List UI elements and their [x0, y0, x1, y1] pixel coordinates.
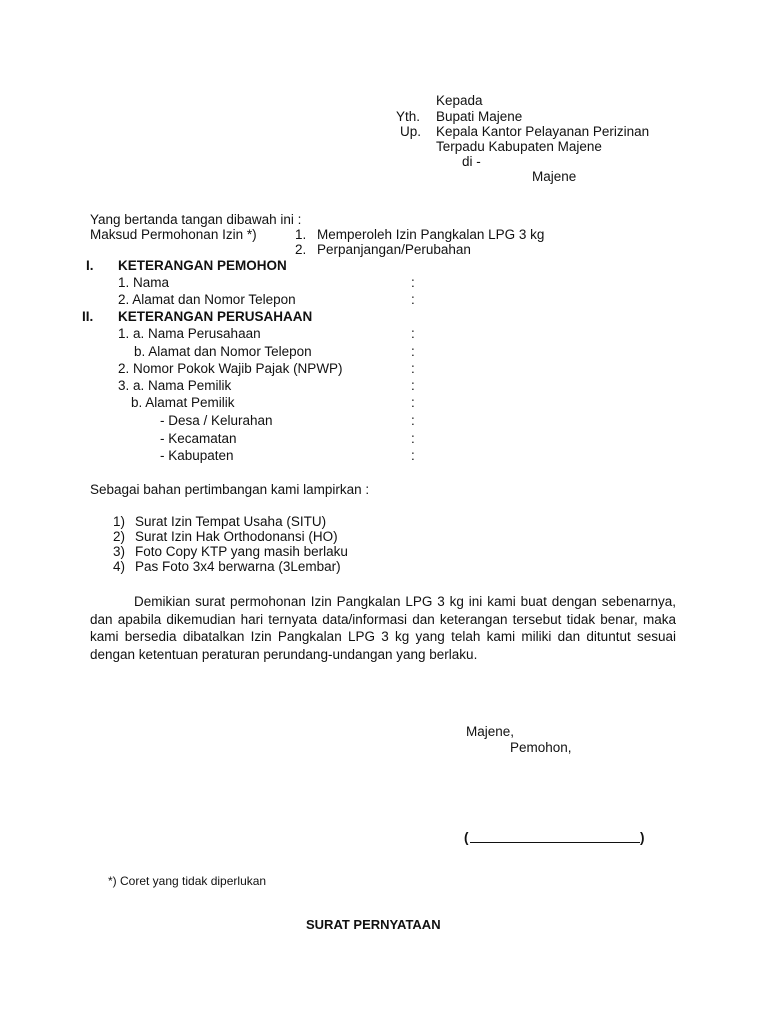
field-colon: : [411, 395, 415, 410]
field-colon: : [411, 431, 415, 446]
section2-field-nama-perusahaan: 1. a. Nama Perusahaan [118, 326, 261, 341]
recipient-up-label: Up. [400, 124, 422, 139]
section1-field-alamat: 2. Alamat dan Nomor Telepon [118, 292, 296, 307]
field-colon: : [411, 344, 415, 359]
recipient-yth-value: Bupati Majene [436, 109, 523, 124]
purpose-option-1-num: 1. [295, 227, 307, 242]
field-colon: : [411, 378, 415, 393]
field-colon: : [411, 361, 415, 376]
section2-field-kecamatan: - Kecamatan [160, 431, 237, 446]
surat-pernyataan-title: SURAT PERNYATAAN [306, 917, 441, 932]
signer-line: Yang bertanda tangan dibawah ini : [90, 212, 302, 227]
attachment-1-num: 1) [113, 514, 126, 529]
field-colon: : [411, 292, 415, 307]
recipient-kepada: Kepada [436, 93, 483, 108]
attachment-3-text: Foto Copy KTP yang masih berlaku [135, 544, 348, 559]
field-colon: : [411, 326, 415, 341]
attachment-4-num: 4) [113, 559, 126, 574]
attachment-1-text: Surat Izin Tempat Usaha (SITU) [135, 514, 327, 529]
section2-field-nama-pemilik: 3. a. Nama Pemilik [118, 378, 232, 393]
purpose-option-2-text: Perpanjangan/Perubahan [317, 242, 471, 257]
section2-field-alamat-pemilik: b. Alamat Pemilik [131, 395, 235, 410]
section1-number: I. [86, 258, 94, 273]
section2-field-npwp: 2. Nomor Pokok Wajib Pajak (NPWP) [118, 361, 343, 376]
recipient-up-line2: Terpadu Kabupaten Majene [436, 139, 602, 154]
attachment-4-text: Pas Foto 3x4 berwarna (3Lembar) [135, 559, 341, 574]
signature-open-paren: ( [464, 830, 469, 845]
attachment-2-text: Surat Izin Hak Orthodonansi (HO) [135, 529, 338, 544]
field-colon: : [411, 413, 415, 428]
section1-title: KETERANGAN PEMOHON [118, 258, 287, 273]
recipient-yth-label: Yth. [396, 109, 421, 124]
recipient-place: Majene [532, 169, 577, 184]
attachment-2-num: 2) [113, 529, 126, 544]
attachment-3-num: 3) [113, 544, 126, 559]
attachments-intro: Sebagai bahan pertimbangan kami lampirkan : [90, 482, 370, 497]
field-colon: : [411, 448, 415, 463]
purpose-option-2-num: 2. [295, 242, 307, 257]
section2-field-desa: - Desa / Kelurahan [160, 413, 273, 428]
signature-line [470, 842, 640, 843]
purpose-label: Maksud Permohonan Izin *) [90, 227, 257, 242]
purpose-option-1-text: Memperoleh Izin Pangkalan LPG 3 kg [317, 227, 545, 242]
signature-place: Majene, [466, 724, 515, 739]
recipient-up-line1: Kepala Kantor Pelayanan Perizinan [436, 124, 650, 139]
signature-close-paren: ) [640, 830, 645, 845]
field-colon: : [411, 275, 415, 290]
signature-role: Pemohon, [510, 740, 572, 755]
section2-title: KETERANGAN PERUSAHAAN [118, 309, 313, 324]
section1-field-nama: 1. Nama [118, 275, 170, 290]
closing-paragraph: Demikian surat permohonan Izin Pangkalan LPG 3 kg ini kami buat dengan sebenarnya, dan apabila dikemudian hari ternyata data/informasi dan keterangan tersebut tidak benar, maka kami bersedia dibatalkan Izin Pangkalan LPG 3 kg yang telah kami miliki dan dituntut sesuai dengan ketentuan peraturan perundang-undangan yang berlaku. [90, 594, 676, 662]
recipient-di: di - [462, 154, 481, 169]
section2-number: II. [82, 309, 94, 324]
footnote: *) Coret yang tidak diperlukan [108, 874, 267, 888]
section2-field-alamat-perusahaan: b. Alamat dan Nomor Telepon [134, 344, 312, 359]
section2-field-kabupaten: - Kabupaten [160, 448, 234, 463]
